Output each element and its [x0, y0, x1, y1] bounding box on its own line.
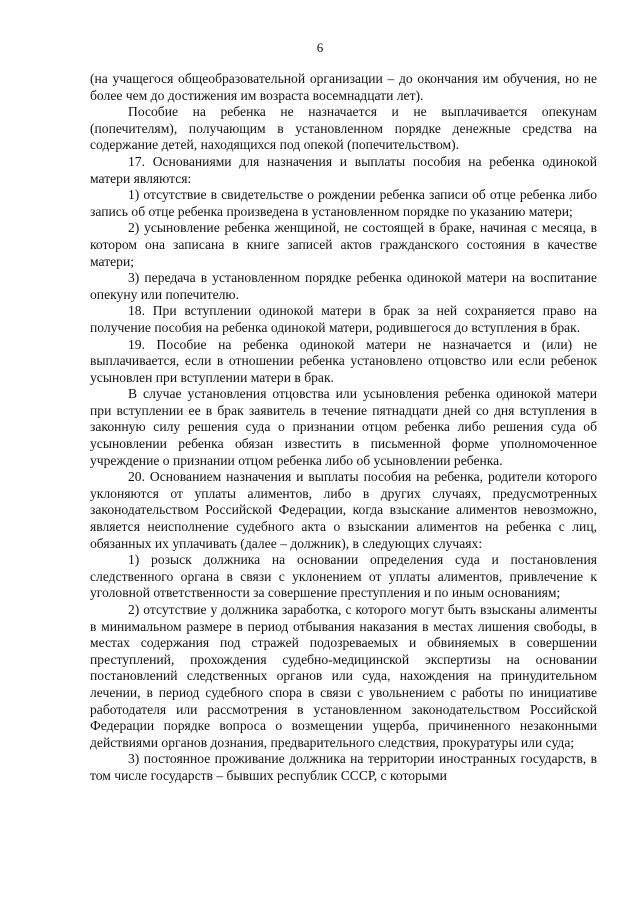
paragraph-continuation: (на учащегося общеобразовательной организации – до окончания им обучения, но не более чем до достижения им возраста восемнадцати лет). [90, 71, 597, 103]
paragraph-item-20-3: 3) постоянное проживание должника на территории иностранных государств, в том числе государств – бывших республик СССР, с которыми [90, 751, 597, 783]
paragraph-item-17-3: 3) передача в установленном порядке ребенка одинокой матери на воспитание опекуну или попечителю. [90, 270, 597, 302]
paragraph-item-17-2: 2) усыновление ребенка женщиной, не состоящей в браке, начиная с месяца, в котором она записана в книге записей актов гражданского состояния в качестве матери; [90, 220, 597, 269]
paragraph-item-20: 20. Основанием назначения и выплаты пособия на ребенка, родители которого уклоняются от уплаты алиментов, либо в других случаях, предусмотренных законодательством Российской Федерации, когда взыскание алиментов невозможно, является неисполнение судебного акта о взыскании алиментов на ребенка с лиц, обязанных их уплачивать (далее – должник), в следующих случаях: [90, 469, 597, 551]
paragraph-item-19: 19. Пособие на ребенка одинокой матери не назначается и (или) не выплачивается, если в отношении ребенка установлено отцовство или если ребенок усыновлен при вступлении матери в брак. [90, 336, 597, 385]
page-number: 6 [316, 40, 324, 55]
document-body [90, 71, 597, 785]
paragraph-item-17: 17. Основаниями для назначения и выплаты пособия на ребенка одинокой матери являются: [90, 153, 597, 186]
paragraph-item-20-2: 2) отсутствие у должника заработка, с которого могут быть взысканы алименты в минимальном размере в период отбывания наказания в местах лишения свободы, в местах содержания под стражей подозреваемых и обвиняемых в совершении преступлений, прохождения судебно-медицинской экспертизы на основании постановлений следственных органов или суда, нахождения на принудительном лечении, в период судебного спора в связи с увольнением с работы по инициативе работодателя или рассмотрения в установленном законодательством Российской Федерации порядке вопроса о возмещении ущерба, причиненного незаконными действиями органов дознания, предварительного следствия, прокуратуры или суда; [90, 602, 597, 750]
paragraph-guardian-exclusion: Пособие на ребенка не назначается и не выплачивается опекунам (попечителям), получающим в установленном порядке денежные средства на содержание детей, находящихся под опекой (попечительством). [90, 104, 597, 153]
paragraph-item-19-notice: В случае установления отцовства или усыновления ребенка одинокой матери при вступлении ее в брак заявитель в течение пятнадцати дней со дня вступления в законную силу решения суда о признании отцом ребенка либо решения суда об усыновлении ребенка обязан известить в письменной форме уполномоченное учреждение о признании отцом ребенка либо об усыновлении ребенка. [90, 386, 597, 468]
paragraph-item-18: 18. При вступлении одинокой матери в брак за ней сохраняется право на получение пособия на ребенка одинокой матери, родившегося до вступления в брак. [90, 303, 597, 335]
paragraph-item-20-1: 1) розыск должника на основании определения суда и постановления следственного органа в связи с уклонением от уплаты алиментов, привлечение к уголовной ответственности за совершение преступления и по иным основаниям; [90, 552, 597, 601]
paragraph-item-17-1: 1) отсутствие в свидетельстве о рождении ребенка записи об отце ребенка либо запись об отце ребенка произведена в установленном порядке по указанию матери; [90, 187, 597, 219]
